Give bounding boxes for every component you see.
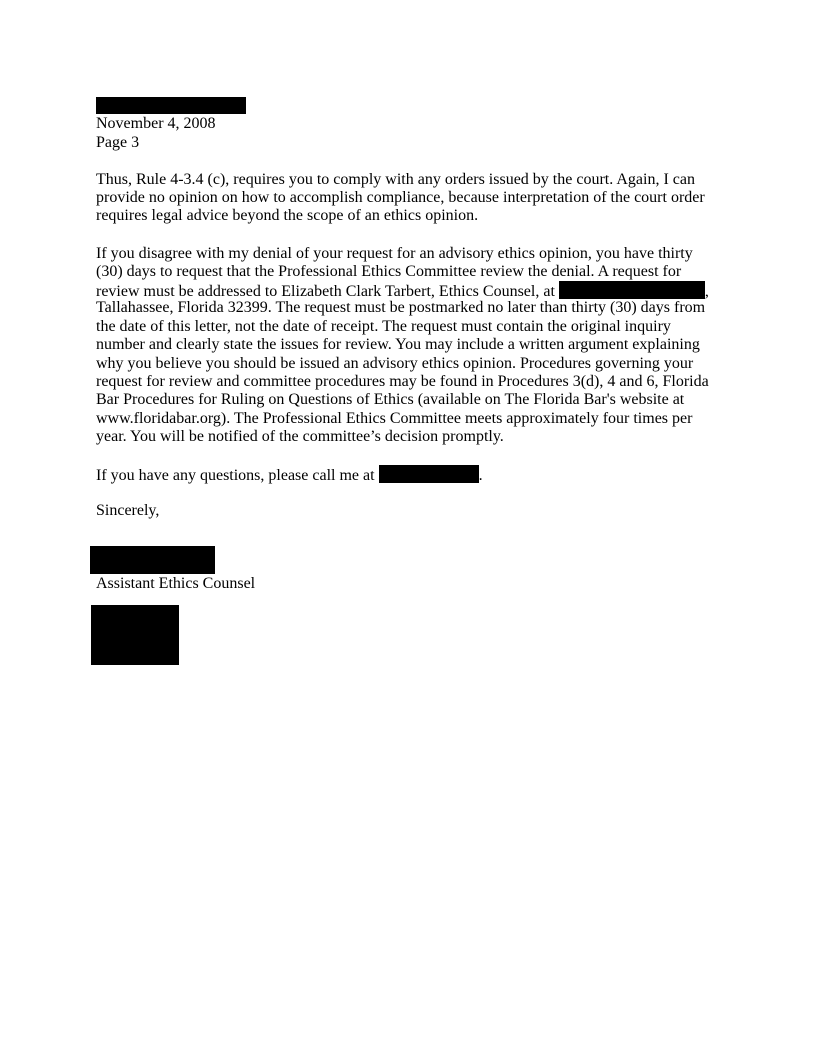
paragraph-2-line-3-comma: , xyxy=(704,283,709,300)
paragraph-3 xyxy=(96,465,483,485)
paragraph-2-line-3-text: review must be addressed to Elizabeth Clark Tarbert, Ethics Counsel, at xyxy=(96,283,559,300)
paragraph-2-line-7: why you believe you should be issued an advisory ethics opinion. Procedures governing your xyxy=(96,355,694,372)
paragraph-2-line-10: www.floridabar.org). The Professional Ethics Committee meets approximately four times per xyxy=(96,410,693,427)
redacted-recipient xyxy=(96,97,246,114)
paragraph-3-period: . xyxy=(478,467,483,484)
redacted-phone xyxy=(379,465,479,483)
paragraph-2-line-11: year. You will be notified of the committee’s decision promptly. xyxy=(96,428,504,445)
redacted-signature-name xyxy=(90,546,215,574)
signature-title: Assistant Ethics Counsel xyxy=(96,575,256,592)
paragraph-2-line-3 xyxy=(96,281,709,301)
closing: Sincerely, xyxy=(96,502,160,519)
paragraph-2-line-6: number and clearly state the issues for review. You may include a written argument explaining xyxy=(96,336,700,353)
paragraph-2-line-5: the date of this letter, not the date of receipt. The request must contain the original inquiry xyxy=(96,318,671,335)
paragraph-2-line-4: Tallahassee, Florida 32399. The request must be postmarked no later than thirty (30) days from xyxy=(96,299,706,316)
paragraph-2-line-1: If you disagree with my denial of your request for an advisory ethics opinion, you have thirty xyxy=(96,245,693,262)
paragraph-2-line-2: (30) days to request that the Professional Ethics Committee review the denial. A request for xyxy=(96,263,682,280)
paragraph-2-line-8: request for review and committee procedures may be found in Procedures 3(d), 4 and 6, Florida xyxy=(96,373,709,390)
paragraph-1-line-1: Thus, Rule 4-3.4 (c), requires you to comply with any orders issued by the court. Again, I can xyxy=(96,171,695,188)
paragraph-1-line-2: provide no opinion on how to accomplish compliance, because interpretation of the court order xyxy=(96,189,705,206)
paragraph-3-text: If you have any questions, please call me at xyxy=(96,467,379,484)
paragraph-2-line-9: Bar Procedures for Ruling on Questions of Ethics (available on The Florida Bar's website at xyxy=(96,391,685,408)
redacted-initials-block xyxy=(91,605,179,665)
redacted-address xyxy=(559,281,705,299)
paragraph-1-line-3: requires legal advice beyond the scope of an ethics opinion. xyxy=(96,207,479,224)
page-number: Page 3 xyxy=(96,134,140,151)
letter-date: November 4, 2008 xyxy=(96,115,216,132)
